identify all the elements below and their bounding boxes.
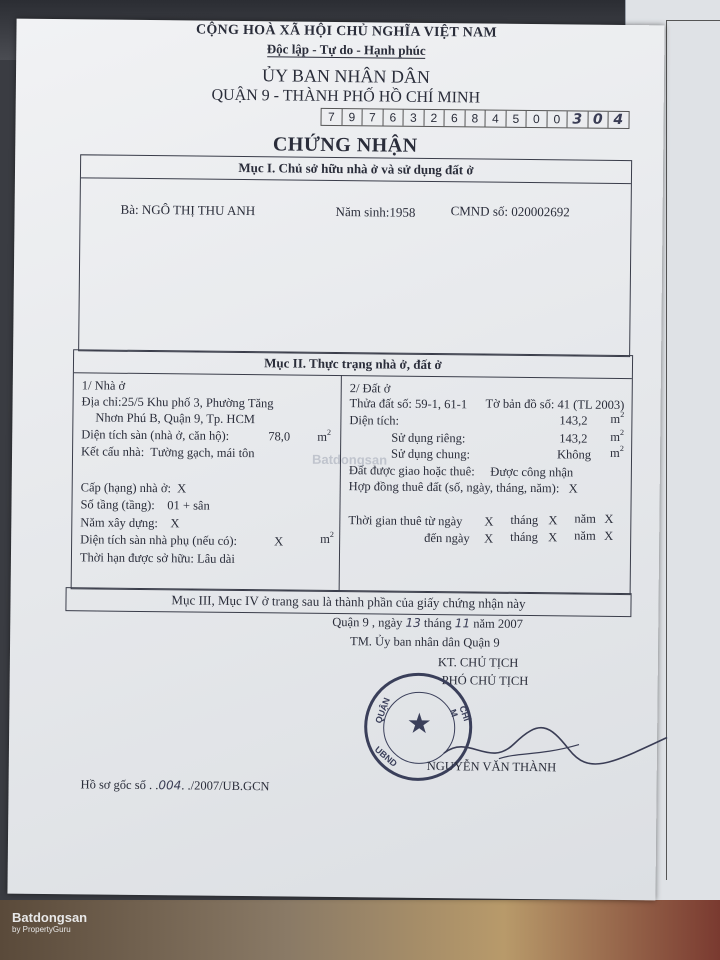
land-lease-from-label: Thời gian thuê từ ngày [348, 513, 463, 529]
land-lease-from-year: X [604, 511, 614, 526]
signoff-day: 13 [405, 615, 421, 630]
star-icon: ★ [406, 708, 432, 741]
house-build-year-value: X [170, 516, 180, 531]
land-title: 2/ Đất ở [349, 381, 391, 396]
serial-digit: 8 [465, 110, 486, 126]
house-floor-area-label: Diện tích sàn (nhà ở, căn hộ): [81, 427, 230, 443]
house-floor-area-value: 78,0 [268, 429, 291, 444]
house-grade [81, 480, 187, 496]
serial-digit: 6 [444, 110, 465, 126]
serial-digit: 3 [403, 110, 424, 126]
watermark-center: Batdongsan [311, 451, 388, 468]
land-private-use-value: 143,2 [559, 431, 588, 446]
land-lease-contract [349, 479, 578, 496]
land-lease-to-label: đến ngày [424, 530, 470, 546]
motto [166, 40, 526, 60]
serial-digit: 7 [322, 109, 343, 125]
house-address-line1: Địa chỉ:25/5 Khu phố 3, Phường Tăng [81, 394, 274, 411]
land-lease-from-month-label: tháng [510, 512, 539, 528]
unit-sup: 2 [329, 529, 334, 539]
seal-text-left: QUẬN [373, 696, 392, 725]
house-grade-value: X [177, 481, 187, 496]
serial-digit: 3 [567, 111, 588, 127]
signoff-date-prefix: Quận 9 , ngày [332, 614, 403, 630]
unit-m: m [320, 531, 330, 546]
land-private-use-label: Sử dụng riêng: [391, 430, 466, 446]
seal-text-right: CHÍ M [447, 704, 472, 723]
signoff-title2: PHÓ CHỦ TỊCH [441, 673, 529, 689]
house-ownership-term [80, 550, 235, 567]
land-parcel [350, 396, 468, 412]
land-shared-use-label: Sử dụng chung: [390, 446, 471, 462]
land-lease-to-day: X [484, 531, 494, 546]
land-lease-from-day: X [484, 514, 494, 529]
watermark-logo [12, 910, 87, 934]
land-shared-use-unit [610, 443, 624, 461]
house-aux-area-label: Diện tích sàn nhà phụ (nếu có): [80, 532, 238, 548]
owner-prefix: Bà: [120, 201, 139, 217]
land-map-sheet-label: Tờ bản đồ số: [485, 396, 555, 412]
land-map-sheet [486, 397, 625, 413]
watermark-sub: by PropertyGuru [12, 925, 71, 934]
signoff-year-label: năm [473, 616, 495, 631]
serial-digit: 0 [588, 112, 609, 128]
land-lease-to-year: X [604, 528, 614, 543]
house-ownership-term-value: Lâu dài [196, 551, 235, 566]
unit-sup: 2 [620, 409, 625, 420]
certificate-page [7, 19, 664, 901]
house-structure [81, 444, 255, 461]
national-title: CỘNG HOÀ XÃ HỘI CHỦ NGHĨA VIỆT NAM [195, 22, 498, 41]
house-title: 1/ Nhà ở [81, 378, 126, 393]
file-reference-number: 004 [158, 778, 182, 793]
land-lease-from-year-label: năm [574, 511, 596, 526]
unit-sup: 2 [619, 443, 624, 454]
house-aux-area-unit [320, 529, 334, 547]
signoff-year: 2007 [497, 616, 523, 631]
serial-digit: 4 [613, 111, 624, 128]
land-parcel-label: Thửa đất số: [349, 396, 412, 411]
serial-digit: 0 [526, 111, 547, 127]
section-property [71, 349, 633, 595]
house-build-year [80, 515, 179, 531]
owner-id-number: 020002692 [511, 203, 570, 220]
signoff-date [332, 615, 523, 632]
owner-name: NGÔ THỊ THU ANH [141, 201, 256, 219]
land-lease-from-month: X [548, 513, 558, 528]
committee-title: ỦY BAN NHÂN DÂN [261, 65, 431, 87]
land-area-value: 143,2 [559, 413, 588, 428]
house-grade-label: Cấp (hạng) nhà ở: [80, 480, 172, 496]
unit-sup: 2 [619, 427, 625, 438]
serial-digit: 5 [506, 111, 527, 127]
land-area-unit [610, 409, 625, 427]
land-lease-to-year-label: năm [574, 528, 596, 543]
serial-digit: 2 [424, 110, 445, 126]
house-structure-value: Tường gạch, mái tôn [150, 445, 255, 461]
serial-digit: 6 [383, 109, 404, 125]
background-bottom [0, 900, 720, 960]
land-allocation-value: Được công nhận [490, 464, 574, 480]
file-reference-prefix: Hồ sơ gốc số . . [80, 777, 159, 793]
serial-digit: 7 [363, 109, 384, 125]
unit-m: m [610, 429, 621, 444]
land-private-use-unit [610, 427, 625, 445]
serial-digit: 0 [547, 111, 568, 127]
land-lease-contract-value: X [568, 481, 578, 496]
signer-name: NGUYỄN VĂN THÀNH [426, 758, 557, 775]
land-shared-use-value: Không [556, 447, 592, 462]
certificate-title: CHỨNG NHẬN [272, 133, 418, 157]
owner-line [121, 202, 256, 219]
unit-m: m [610, 445, 620, 460]
section-owner-heading: Mục I. Chủ sở hữu nhà ở và sử dụng đất ở [81, 155, 631, 184]
house-aux-area-value: X [274, 534, 284, 549]
watermark-brand: Batdongsan [12, 910, 88, 925]
serial-digit: 9 [342, 109, 363, 125]
unit-m: m [610, 411, 621, 426]
land-lease-contract-label: Hợp đồng thuê đất (số, ngày, tháng, năm): [348, 479, 560, 496]
unit-m: m [317, 429, 328, 444]
adjacent-page-border-top [666, 20, 720, 21]
land-allocation-label: Đất được giao hoặc thuê: [348, 463, 475, 479]
unit-sup: 2 [326, 427, 332, 437]
land-area-label: Diện tích: [349, 413, 400, 428]
motto-text: Độc lập - Tự do - Hạnh phúc [266, 41, 426, 58]
land-lease-to-month: X [548, 530, 558, 545]
signoff-month: 11 [454, 616, 471, 631]
house-address-line2: Nhơn Phú B, Quận 9, Tp. HCM [95, 410, 256, 427]
file-reference [81, 777, 270, 794]
land-lease-to-month-label: tháng [510, 529, 539, 545]
house-floors [80, 497, 209, 513]
signoff-month-label: tháng [423, 615, 452, 631]
signoff-title1: KT. CHỦ TỊCH [437, 655, 519, 670]
house-structure-label: Kết cấu nhà: [80, 444, 145, 459]
owner-birth-year: Năm sinh:1958 [335, 203, 416, 220]
signoff-on-behalf: TM. Ủy ban nhân dân Quận 9 [350, 634, 500, 650]
house-floor-area-unit [317, 427, 332, 445]
serial-digit: 4 [485, 111, 506, 127]
house-floors-label: Số tầng (tầng): [80, 497, 155, 513]
house-floors-value: 01 + sân [167, 498, 210, 513]
owner-id-label: CMND số: [450, 203, 509, 219]
seal-text-bottom: UBND [372, 744, 400, 769]
section-owner [78, 154, 632, 357]
section-note: Mục III, Mục IV ở trang sau là thành phần của giấy chứng nhận này [65, 587, 631, 617]
land-parcel-value: 59-1, 61-1 [414, 396, 468, 412]
column-divider [339, 375, 342, 591]
land-map-sheet-value: 41 (TL 2003) [557, 397, 625, 413]
owner-id [451, 203, 570, 220]
district-title: QUẬN 9 - THÀNH PHỐ HỒ CHÍ MINH [211, 86, 481, 107]
house-ownership-term-label: Thời hạn được sở hữu: [79, 550, 194, 566]
house-build-year-label: Năm xây dựng: [80, 515, 159, 531]
section-property-heading: Mục II. Thực trạng nhà ở, đất ở [74, 350, 632, 379]
file-reference-suffix: . ./2007/UB.GCN [181, 778, 270, 794]
serial-number-boxes [320, 108, 629, 129]
